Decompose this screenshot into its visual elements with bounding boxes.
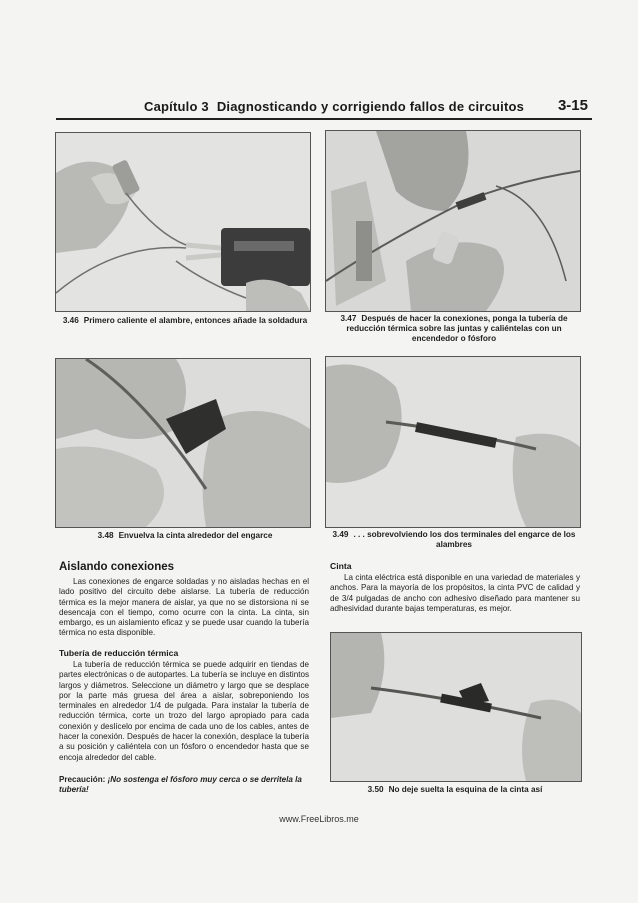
header-rule bbox=[56, 118, 592, 120]
caution-text: ¡No sostenga el fósforo muy cerca o se derritela la tubería! bbox=[59, 775, 302, 795]
caption-3-50 bbox=[330, 785, 580, 795]
figure-number: 3.49 bbox=[332, 530, 349, 539]
figure-number: 3.46 bbox=[62, 316, 79, 325]
page-header bbox=[56, 95, 592, 119]
running-title bbox=[144, 99, 524, 114]
chapter-label: Capítulo 3 bbox=[144, 99, 209, 114]
photo-heat-shrink bbox=[325, 130, 581, 312]
figure-number: 3.47 bbox=[340, 314, 357, 323]
subheading-tuberia: Tubería de reducción térmica bbox=[59, 648, 179, 658]
caption-text: Después de hacer la conexiones, ponga la tubería de reducción térmica sobre las juntas y caliéntelas con un encendedor o fósforo bbox=[346, 314, 568, 343]
caption-text: No deje suelta la esquina de la cinta así bbox=[388, 785, 543, 794]
section-heading-aislando: Aislando conexiones bbox=[59, 561, 175, 573]
caption-3-46 bbox=[60, 316, 310, 326]
paragraph-aislando: Las conexiones de engarce soldadas y no aisladas hechas en el lado positivo del circuito debe aislarse. La tubería de reducción térmica es la mejor manera de aislar, ya que no se distorsiona ni se desencaja con el tiempo, como ocurre con la cinta. La cinta, sin embargo, es un aislamiento eficaz y se puede usar cuando la tubería térmica no esta disponible. bbox=[59, 577, 309, 638]
caution-label: Precaución: bbox=[59, 775, 106, 784]
caption-text: . . . sobrevolviendo los dos terminales del engarce de los alambres bbox=[353, 530, 576, 549]
photo-soldering bbox=[55, 132, 311, 312]
caution-note bbox=[59, 775, 309, 796]
figure-number: 3.50 bbox=[367, 785, 384, 794]
caption-3-49 bbox=[330, 530, 578, 550]
caption-text: Envuelva la cinta alrededor del engarce bbox=[118, 531, 273, 540]
page-number: 3-15 bbox=[557, 97, 588, 114]
chapter-title: Diagnosticando y corrigiendo fallos de circuitos bbox=[216, 99, 525, 114]
caption-text: Primero caliente el alambre, entonces añade la soldadura bbox=[83, 316, 308, 325]
paragraph-tuberia: La tubería de reducción térmica se puede adquirir en tiendas de partes electrónicas o de autopartes. La tubería se incluye en distintos largos y diámetros. Seleccione un diámetro y largo que se desplace por la parte más gruesa del área a aislar, sobreponiendo los terminales en alrededor 1/4 de pulgada. Para instalar la tubería de reducción térmica, corte un trozo del largo apropiado para cada conexión y deslícelo por encima de cada uno de los cables, antes de hacer la conexión. Después de hacer la conexión, desplace la tubería a su posición y caliéntela con un fósforo o encendedor hasta que se encoja alrededor del cable. bbox=[59, 660, 309, 762]
photo-tape-over-terminals bbox=[325, 356, 581, 528]
photo-wrap-tape bbox=[55, 358, 311, 528]
photo-loose-tape bbox=[330, 632, 582, 782]
paragraph-cinta: La cinta eléctrica está disponible en una variedad de materiales y anchos. Para la mayoría de los propósitos, la cinta PVC de calidad y de 3/4 pulgadas de ancho con adhesivo diseñado para mantener su adhesividad durante bajas temperaturas, es mejor. bbox=[330, 573, 580, 613]
footer-url: www.FreeLibros.me bbox=[279, 814, 359, 824]
subheading-cinta: Cinta bbox=[330, 561, 352, 571]
caption-3-47 bbox=[330, 314, 578, 344]
figure-number: 3.48 bbox=[97, 531, 114, 540]
caption-3-48 bbox=[60, 531, 310, 541]
